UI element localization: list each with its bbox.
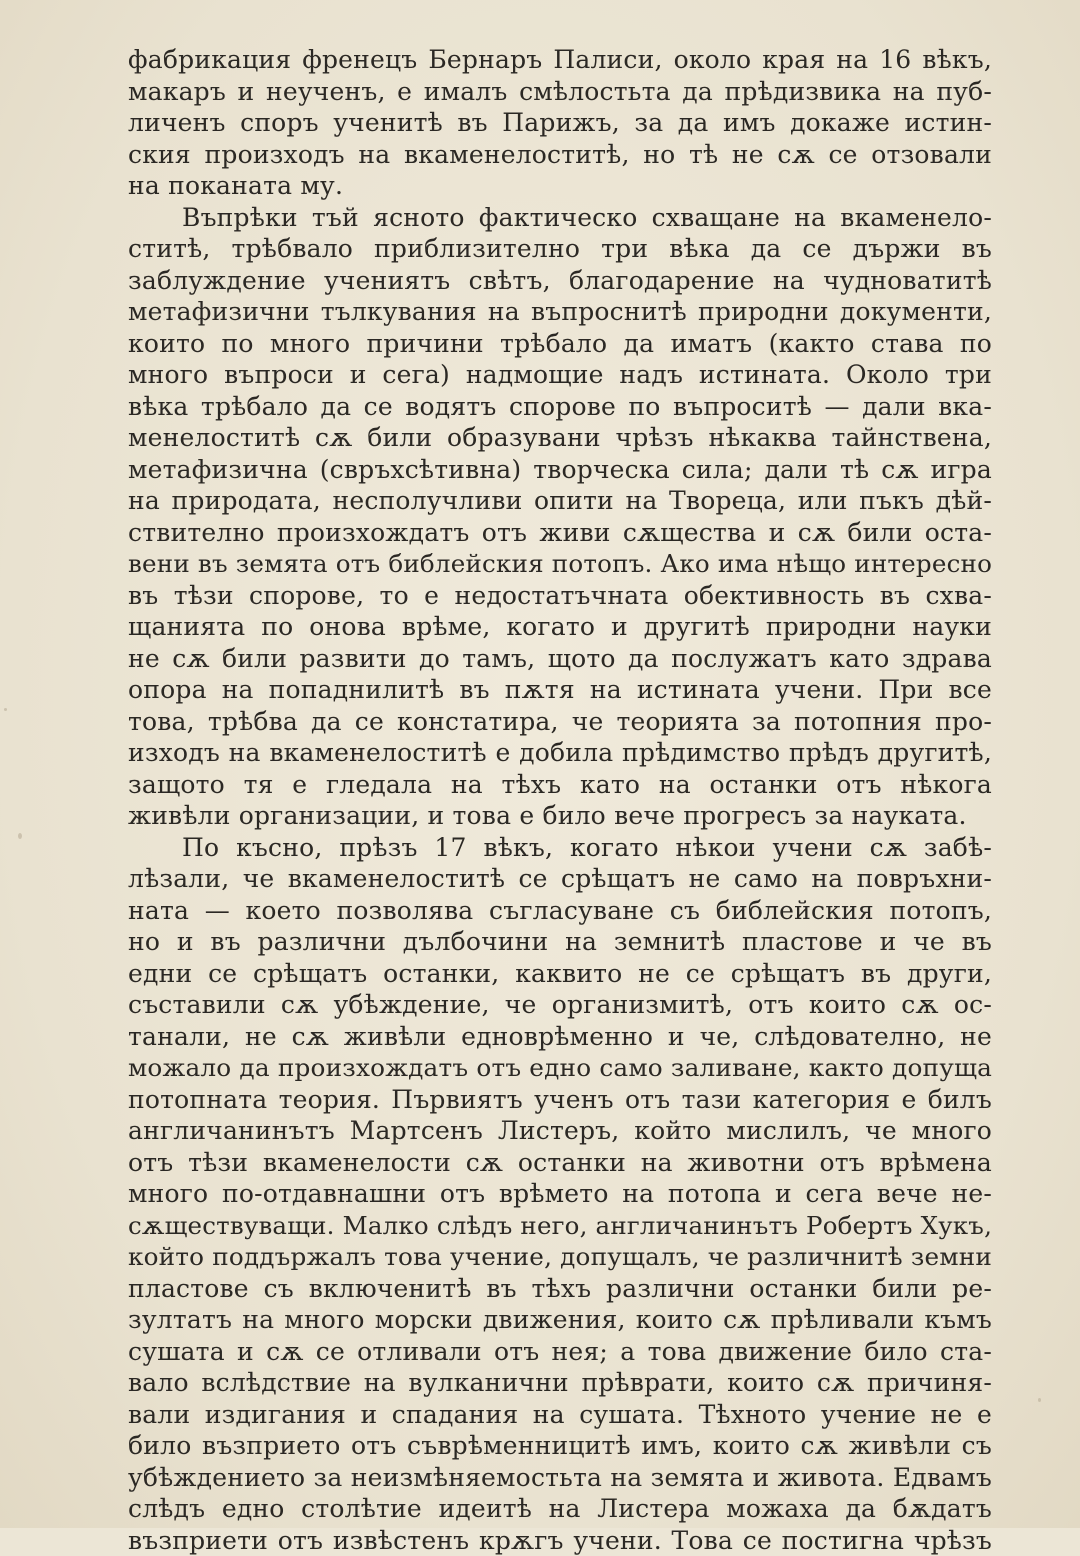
text-line: англичанинътъ Мартсенъ Листеръ, който мислилъ, че много [128, 1115, 992, 1147]
text-line: фабрикация френецъ Бернаръ Палиси, около края на 16 вѣкъ, [128, 44, 992, 76]
text-line: вало вслѣдствие на вулканични прѣврати, които сѫ причиня- [128, 1367, 992, 1399]
paper-speck [1038, 1398, 1041, 1402]
text-line: вали издигания и спадания на сушата. Тѣхното учение не е [128, 1399, 992, 1431]
text-line: съставили сѫ убѣждение, че организмитѣ, отъ които сѫ ос- [128, 989, 992, 1021]
text-line: метафизични тълкувания на въпроснитѣ природни документи, [128, 296, 992, 328]
text-line: вени въ земята отъ библейския потопъ. Ако има нѣщо интересно [128, 548, 992, 580]
text-line: въ тѣзи спорове, то е недостатъчната обективность въ схва- [128, 580, 992, 612]
text-line: ския произходъ на вкаменелоститѣ, но тѣ не сѫ се отзовали [128, 139, 992, 171]
text-line: това, трѣбва да се констатира, че теорията за потопния про- [128, 706, 992, 738]
text-line: едни се срѣщатъ останки, каквито не се срѣщатъ въ други, [128, 958, 992, 990]
text-line: живѣли организации, и това е било вече прогресъ за науката. [128, 800, 992, 832]
text-line: но и въ различни дълбочини на земнитѣ пластове и че въ [128, 926, 992, 958]
text-line: личенъ споръ ученитѣ въ Парижъ, за да имъ докаже истин- [128, 107, 992, 139]
text-line: изходъ на вкаменелоститѣ е добила прѣдимство прѣдъ другитѣ, [128, 737, 992, 769]
body-text [128, 44, 992, 1556]
text-line: метафизична (свръхсѣтивна) творческа сила; дали тѣ сѫ игра [128, 454, 992, 486]
text-line: убѣждението за неизмѣняемостьта на земята и живота. Едвамъ [128, 1462, 992, 1494]
text-line: лѣзали, че вкаменелоститѣ се срѣщатъ не само на повръхни- [128, 863, 992, 895]
text-line: било възприето отъ съврѣменницитѣ имъ, които сѫ живѣли съ [128, 1430, 992, 1462]
text-line: заблуждение учениятъ свѣтъ, благодарение на чудноватитѣ [128, 265, 992, 297]
text-line: на природата, несполучливи опити на Твореца, или пъкъ дѣй- [128, 485, 992, 517]
text-line: ствително произхождатъ отъ живи сѫщества и сѫ били оста- [128, 517, 992, 549]
text-line: пластове съ включенитѣ въ тѣхъ различни останки били ре- [128, 1273, 992, 1305]
text-line: менелоститѣ сѫ били образувани чрѣзъ нѣкаква тайнствена, [128, 422, 992, 454]
text-line: защото тя е гледала на тѣхъ като на останки отъ нѣкога [128, 769, 992, 801]
text-line: слѣдъ едно столѣтие идеитѣ на Листера можаха да бѫдатъ [128, 1493, 992, 1525]
text-line: Въпрѣки тъй ясното фактическо схващане на вкаменело- [128, 202, 992, 234]
text-line: щанията по онова врѣме, когато и другитѣ природни науки [128, 611, 992, 643]
text-line: макаръ и неученъ, е ималъ смѣлостьта да прѣдизвика на пуб- [128, 76, 992, 108]
text-line: сѫществуващи. Малко слѣдъ него, англичанинътъ Робертъ Хукъ, [128, 1210, 992, 1242]
text-line: на поканата му. [128, 170, 992, 202]
text-line: възприети отъ извѣстенъ крѫгъ учени. Това се постигна чрѣзъ [128, 1525, 992, 1556]
text-line: много въпроси и сега) надмощие надъ истината. Около три [128, 359, 992, 391]
paper-speck [4, 708, 7, 711]
text-line: зултатъ на много морски движения, които сѫ прѣливали къмъ [128, 1304, 992, 1336]
text-line: вѣка трѣбало да се водятъ спорове по въпроситѣ — дали вка- [128, 391, 992, 423]
text-line: ститѣ, трѣбвало приблизително три вѣка да се държи въ [128, 233, 992, 265]
text-line: отъ тѣзи вкаменелости сѫ останки на животни отъ врѣмена [128, 1147, 992, 1179]
text-line: можало да произхождатъ отъ едно само заливане, както допуща [128, 1052, 992, 1084]
text-line: ната — което позволява съгласуване съ библейския потопъ, [128, 895, 992, 927]
text-line: сушата и сѫ се отливали отъ нея; а това движение било ста- [128, 1336, 992, 1368]
text-line: танали, не сѫ живѣли едноврѣменно и че, слѣдователно, не [128, 1021, 992, 1053]
text-line: който поддържалъ това учение, допущалъ, че различнитѣ земни [128, 1241, 992, 1273]
text-line: много по-отдавнашни отъ врѣмето на потопа и сега вече не- [128, 1178, 992, 1210]
paper-speck [18, 833, 22, 839]
text-line: По късно, прѣзъ 17 вѣкъ, когато нѣкои учени сѫ забѣ- [128, 832, 992, 864]
text-line: не сѫ били развити до тамъ, щото да послужатъ като здрава [128, 643, 992, 675]
text-line: които по много причини трѣбало да иматъ (както става по [128, 328, 992, 360]
text-line: опора на попаднилитѣ въ пѫтя на истината учени. При все [128, 674, 992, 706]
text-line: потопната теория. Първиятъ ученъ отъ тази категория е билъ [128, 1084, 992, 1116]
